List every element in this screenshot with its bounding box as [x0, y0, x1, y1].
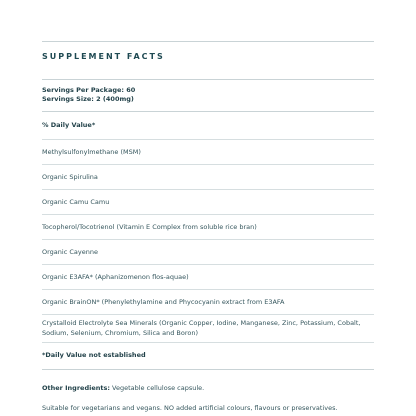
ingredient-row	[42, 139, 374, 165]
other-ingredients	[42, 384, 374, 392]
ingredient-name: Organic BrainON* (Phenylethylamine and Phycocyanin extract from E3AFA	[42, 298, 285, 306]
ingredient-row	[42, 215, 374, 240]
ingredient-name: Organic Camu Camu	[42, 198, 110, 206]
ingredient-name: Tocopherol/Tocotrienol (Vitamin E Complex from soluble rice bran)	[42, 223, 257, 231]
ingredient-row	[42, 190, 374, 215]
servings-per-package: Servings Per Package: 60	[42, 86, 136, 94]
ingredient-name: Organic Spirulina	[42, 173, 98, 181]
ingredient-row	[42, 240, 374, 265]
servings-size: Servings Size: 2 (400mg)	[42, 95, 134, 103]
daily-value-footnote: *Daily Value not established	[42, 351, 146, 359]
ingredient-row	[42, 265, 374, 290]
top-divider	[42, 41, 374, 42]
ingredient-name: Organic Cayenne	[42, 248, 98, 256]
ingredient-row	[42, 290, 374, 315]
ingredient-name: Crystalloid Electrolyte Sea Minerals (Organic Copper, Iodine, Manganese, Zinc, Potassium, Cobalt, Sodium, Selenium, Chromium, Silica and Boron)	[42, 319, 361, 337]
servings-block	[42, 80, 374, 111]
other-ingredients-value: Vegetable cellulose capsule.	[109, 384, 205, 392]
ingredient-row	[42, 165, 374, 190]
other-ingredients-label: Other Ingredients:	[42, 384, 110, 392]
ingredient-row	[42, 315, 374, 343]
supplement-facts-panel	[42, 0, 374, 412]
ingredient-name: Methylsulfonylmethane (MSM)	[42, 148, 141, 156]
daily-value-header: % Daily Value*	[42, 121, 96, 129]
footnote-divider	[42, 369, 374, 370]
suitability-statement: Suitable for vegetarians and vegans. NO added artificial colours, flavours or preservatives.	[42, 404, 338, 412]
panel-title: SUPPLEMENT FACTS	[42, 52, 165, 61]
ingredient-name: Organic E3AFA* (Aphanizomenon flos-aquae)	[42, 273, 189, 281]
